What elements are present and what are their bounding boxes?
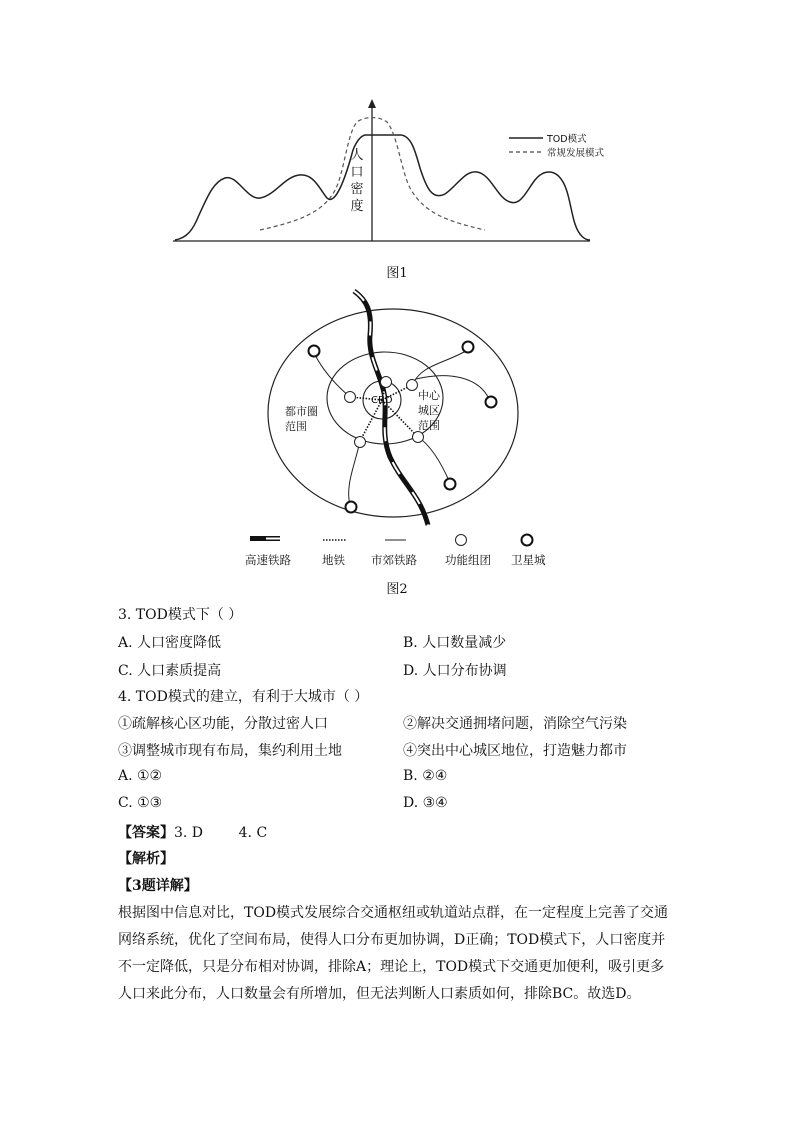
figure1-legend-conventional: 常规发展模式	[547, 148, 605, 159]
satellite-town	[463, 342, 474, 353]
suburban-rail	[416, 435, 450, 483]
center-area-label: 范围	[418, 419, 440, 432]
functional-cluster	[381, 377, 392, 388]
explanation-paragraph	[118, 900, 678, 1008]
satellite-town	[445, 479, 456, 490]
q4-item-2: ②解决交通拥堵问题，消除空气污染	[403, 716, 627, 732]
legend-hsr-label: 高速铁路	[245, 553, 291, 567]
q4-item-1: ①疏解核心区功能，分散过密人口	[118, 716, 328, 732]
answer-line	[118, 822, 267, 842]
q4-item-4: ④突出中心城区地位，打造魅力都市	[403, 743, 627, 759]
q3-option-c: C. 人口素质提高	[118, 663, 222, 679]
legend-satellite-label: 卫星城	[511, 553, 546, 567]
functional-cluster	[407, 380, 418, 391]
legend-suburban-label: 市郊铁路	[371, 553, 417, 567]
satellite-town	[309, 346, 320, 357]
answer-text: 3. D 4. C	[174, 825, 268, 841]
metro-area-label: 范围	[285, 420, 307, 433]
figure1-ylabel-char: 度	[350, 199, 364, 214]
functional-cluster	[355, 437, 366, 448]
legend-hsr-swatch-inner	[266, 538, 280, 540]
legend-cluster-swatch	[456, 535, 467, 546]
legend-metro-label: 地铁	[322, 553, 345, 567]
q4-item-3: ③调整城市现有布局，集约利用土地	[118, 743, 342, 759]
figure2-caption: 图2	[386, 582, 408, 597]
legend-satellite-swatch	[522, 535, 533, 546]
functional-cluster	[413, 432, 424, 443]
legend-cluster-label: 功能组团	[445, 553, 491, 567]
explanation-line: 不一定降低，只是分布相对协调，排除A；理论上，TOD模式下交通更加便利，吸引更多	[118, 959, 665, 975]
metro-area-label: 都市圈	[285, 405, 318, 418]
figure1-tod-curve	[175, 135, 590, 240]
figure1-density-curve	[165, 90, 625, 255]
answer-label: 【答案】	[118, 825, 174, 841]
figure1-y-arrow-icon	[368, 99, 376, 108]
explanation-line: 人口来此分布，人口数量会有所增加，但无法判断人口素质如何，排除BC。故选D。	[118, 986, 641, 1002]
q4-option-a: A. ①②	[118, 768, 163, 784]
satellite-town	[346, 502, 357, 513]
satellite-town	[486, 397, 497, 408]
figure1-ylabel-char: 人	[350, 148, 364, 163]
figure1-caption: 图1	[386, 266, 408, 281]
center-area-label: 城区	[418, 404, 440, 417]
q4-option-d: D. ③④	[403, 795, 448, 811]
cbd-label: CBD	[371, 395, 393, 406]
figure1-legend-tod: TOD模式	[547, 134, 587, 145]
figure1-ylabel-char: 口	[350, 165, 364, 180]
functional-cluster	[345, 392, 356, 403]
explanation-line: 根据图中信息对比，TOD模式发展综合交通枢纽或轨道站点群，在一定程度上完善了交通	[118, 905, 669, 921]
q3-option-d: D. 人口分布协调	[403, 663, 507, 679]
q4-option-c: C. ①③	[118, 795, 163, 811]
q3-option-a: A. 人口密度降低	[118, 635, 222, 651]
detail-label: 【3题详解】	[118, 878, 198, 894]
explanation-line: 网络系统，优化了空间布局，使得人口分布更加协调，D正确；TOD模式下，人口密度并	[118, 932, 666, 948]
analysis-label: 【解析】	[118, 851, 174, 867]
q4-option-b: B. ②④	[403, 768, 448, 784]
metro-line	[360, 400, 382, 441]
center-area-label: 中心	[418, 389, 440, 402]
suburban-rail	[349, 441, 360, 505]
q3-option-b: B. 人口数量减少	[403, 635, 507, 651]
q4-stem: 4. TOD模式的建立，有利于大城市（ ）	[118, 689, 369, 705]
figure2-tod-diagram	[230, 285, 590, 575]
q3-stem: 3. TOD模式下（ ）	[118, 607, 243, 623]
figure1-ylabel-char: 密	[350, 182, 364, 197]
suburban-rail	[314, 353, 350, 397]
